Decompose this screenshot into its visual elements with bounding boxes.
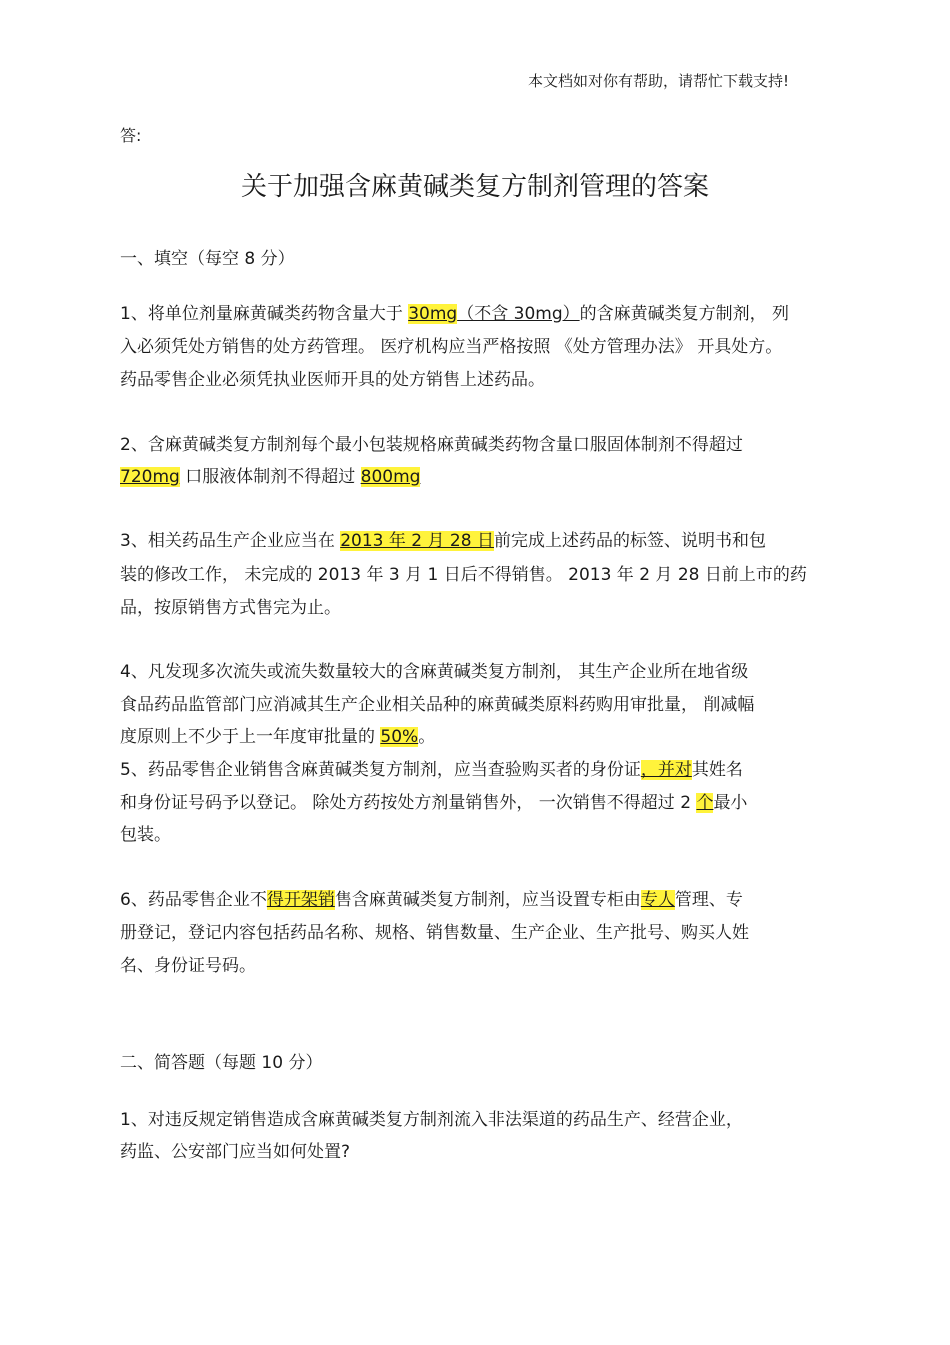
q4-line-1: 4、凡发现多次流失或流失数量较大的含麻黄碱类复方制剂， 其生产企业所在地省级 bbox=[120, 662, 749, 682]
q6-answer-2-highlight: 专人 bbox=[640, 890, 675, 910]
q6-text-a: 6、药品零售企业不 bbox=[120, 890, 267, 910]
q5-text-c: 和身份证号码予以登记。 除处方药按处方剂量销售外， 一次销售不得超过 2 bbox=[120, 793, 697, 813]
q3-line-1 bbox=[120, 526, 766, 551]
q6-text-b: 售含麻黄碱类复方制剂，应当设置专柜由 bbox=[334, 890, 641, 910]
q5-answer-2-highlight: 个 bbox=[696, 793, 714, 813]
q4-answer-highlight: 50% bbox=[380, 727, 419, 747]
q1-answer-highlight: 30mg bbox=[408, 304, 458, 324]
q1-answer-note: （不含 30mg） bbox=[457, 304, 580, 324]
q3-text-a: 3、相关药品生产企业应当在 bbox=[120, 531, 341, 551]
q1-line-1 bbox=[120, 299, 789, 324]
q1-text-c: 的含麻黄碱类复方制剂， 列 bbox=[579, 304, 790, 324]
q4-line-3 bbox=[120, 722, 435, 747]
q5-text-a: 5、药品零售企业销售含麻黄碱类复方制剂，应当查验购买者的身份证 bbox=[120, 760, 641, 780]
q4-text-b: 。 bbox=[418, 727, 436, 747]
q3-line-3: 品，按原销售方式售完为止。 bbox=[120, 598, 341, 618]
q5-text-b: 其姓名 bbox=[691, 760, 743, 780]
q6-text-c: 管理、专 bbox=[674, 890, 743, 910]
q2-answer-2-highlight: 800mg bbox=[360, 467, 421, 487]
q3-line-2: 装的修改工作， 未完成的 2013 年 3 月 1 日后不得销售。 2013 年 2 月 28 日前上市的药 bbox=[120, 565, 807, 585]
section-2-heading: 二、简答题（每题 10 分） bbox=[120, 1053, 323, 1073]
q2-line-1: 2、含麻黄碱类复方制剂每个最小包装规格麻黄碱类药物含量口服固体制剂不得超过 bbox=[120, 435, 743, 455]
q3-text-b: 前完成上述药品的标签、说明书和包 bbox=[493, 531, 766, 551]
document-title: 关于加强含麻黄碱类复方制剂管理的答案 bbox=[240, 172, 709, 202]
q1-line-3: 药品零售企业必须凭执业医师开具的处方销售上述药品。 bbox=[120, 370, 545, 390]
q2-text-mid: 口服液体制剂不得超过 bbox=[179, 467, 361, 487]
answer-label: 答: bbox=[120, 126, 142, 145]
q6-answer-1-highlight: 得开架销 bbox=[266, 890, 335, 910]
q2-line-2 bbox=[120, 462, 420, 487]
q5-line-1 bbox=[120, 755, 743, 780]
q5-answer-highlight: ，并对 bbox=[640, 760, 692, 780]
s2-q1-line-2: 药监、公安部门应当如何处置? bbox=[120, 1142, 351, 1162]
q1-text-a: 1、将单位剂量麻黄碱类药物含量大于 bbox=[120, 304, 409, 324]
q1-line-2: 入必须凭处方销售的处方药管理。 医疗机构应当严格按照 《处方管理办法》 开具处方。 bbox=[120, 337, 783, 357]
q6-line-1 bbox=[120, 885, 743, 910]
q5-line-3: 包装。 bbox=[120, 825, 171, 845]
q5-line-2 bbox=[120, 788, 747, 813]
q6-line-2: 册登记，登记内容包括药品名称、规格、销售数量、生产企业、生产批号、购买人姓 bbox=[120, 923, 749, 943]
section-1-heading: 一、填空（每空 8 分） bbox=[120, 249, 295, 269]
q6-line-3: 名、身份证号码。 bbox=[120, 956, 256, 976]
q2-answer-1-highlight: 720mg bbox=[120, 467, 180, 487]
q4-text-a: 度原则上不少于上一年度审批量的 bbox=[120, 727, 381, 747]
q4-line-2: 食品药品监管部门应消减其生产企业相关品种的麻黄碱类原料药购用审批量， 削减幅 bbox=[120, 695, 755, 715]
q3-answer-highlight: 2013 年 2 月 28 日 bbox=[340, 531, 494, 551]
header-note: 本文档如对你有帮助，请帮忙下载支持! bbox=[528, 72, 790, 90]
s2-q1-line-1: 1、对违反规定销售造成含麻黄碱类复方制剂流入非法渠道的药品生产、经营企业， bbox=[120, 1110, 743, 1130]
q5-text-d: 最小 bbox=[713, 793, 748, 813]
